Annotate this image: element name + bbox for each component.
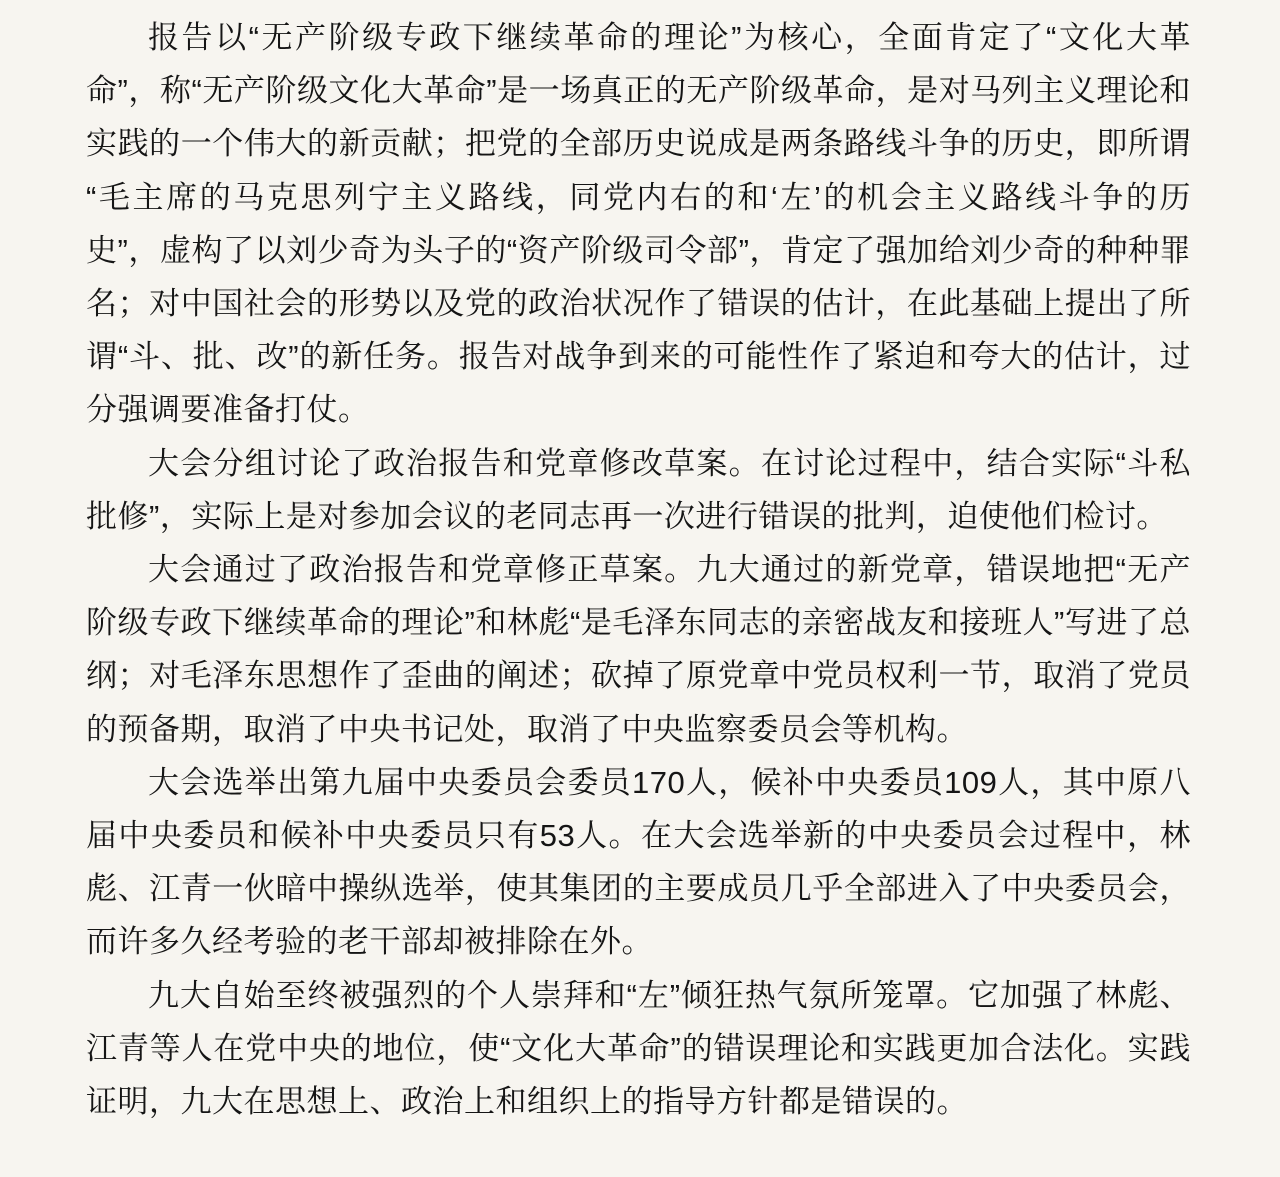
paragraph-group-discussion: 大会分组讨论了政治报告和党章修改草案。在讨论过程中，结合实际“斗私批修”，实际上是对参加会议的老同志再一次进行错误的批判，迫使他们检讨。 (86, 445, 1191, 534)
paragraph-report-core: 报告以“无产阶级专政下继续革命的理论”为核心，全面肯定了“文化大革命”，称“无产阶级文化大革命”是一场真正的无产阶级革命，是对马列主义理论和实践的一个伟大的新贡献；把党的全部历史说成是两条路线斗争的历史，即所谓“毛主席的马克思列宁主义路线，同党内右的和‘左’的机会主义路线斗争的历史”，虚构了以刘少奇为头子的“资产阶级司令部”，肯定了强加给刘少奇的种种罪名；对中国社会的形势以及党的政治状况作了错误的估计，在此基础上提出了所谓“斗、批、改”的新任务。报告对战争到来的可能性作了紧迫和夸大的估计，过分强调要准备打仗。 (86, 20, 1191, 428)
paragraph-committee-election: 大会选举出第九届中央委员会委员170人，候补中央委员109人，其中原八届中央委员和候补中央委员只有53人。在大会选举新的中央委员会过程中，林彪、江青一伙暗中操纵选举，使其集团的主要成员几乎全部进入了中央委员会，而许多久经考验的老干部却被排除在外。 (86, 764, 1191, 960)
paragraph-conclusion: 九大自始至终被强烈的个人崇拜和“左”倾狂热气氛所笼罩。它加强了林彪、江青等人在党中央的地位，使“文化大革命”的错误理论和实践更加合法化。实践证明，九大在思想上、政治上和组织上的指导方针都是错误的。 (86, 977, 1191, 1120)
paragraph-party-charter: 大会通过了政治报告和党章修正草案。九大通过的新党章，错误地把“无产阶级专政下继续革命的理论”和林彪“是毛泽东同志的亲密战友和接班人”写进了总纲；对毛泽东思想作了歪曲的阐述；砍掉了原党章中党员权利一节，取消了党员的预备期，取消了中央书记处，取消了中央监察委员会等机构。 (86, 552, 1191, 747)
